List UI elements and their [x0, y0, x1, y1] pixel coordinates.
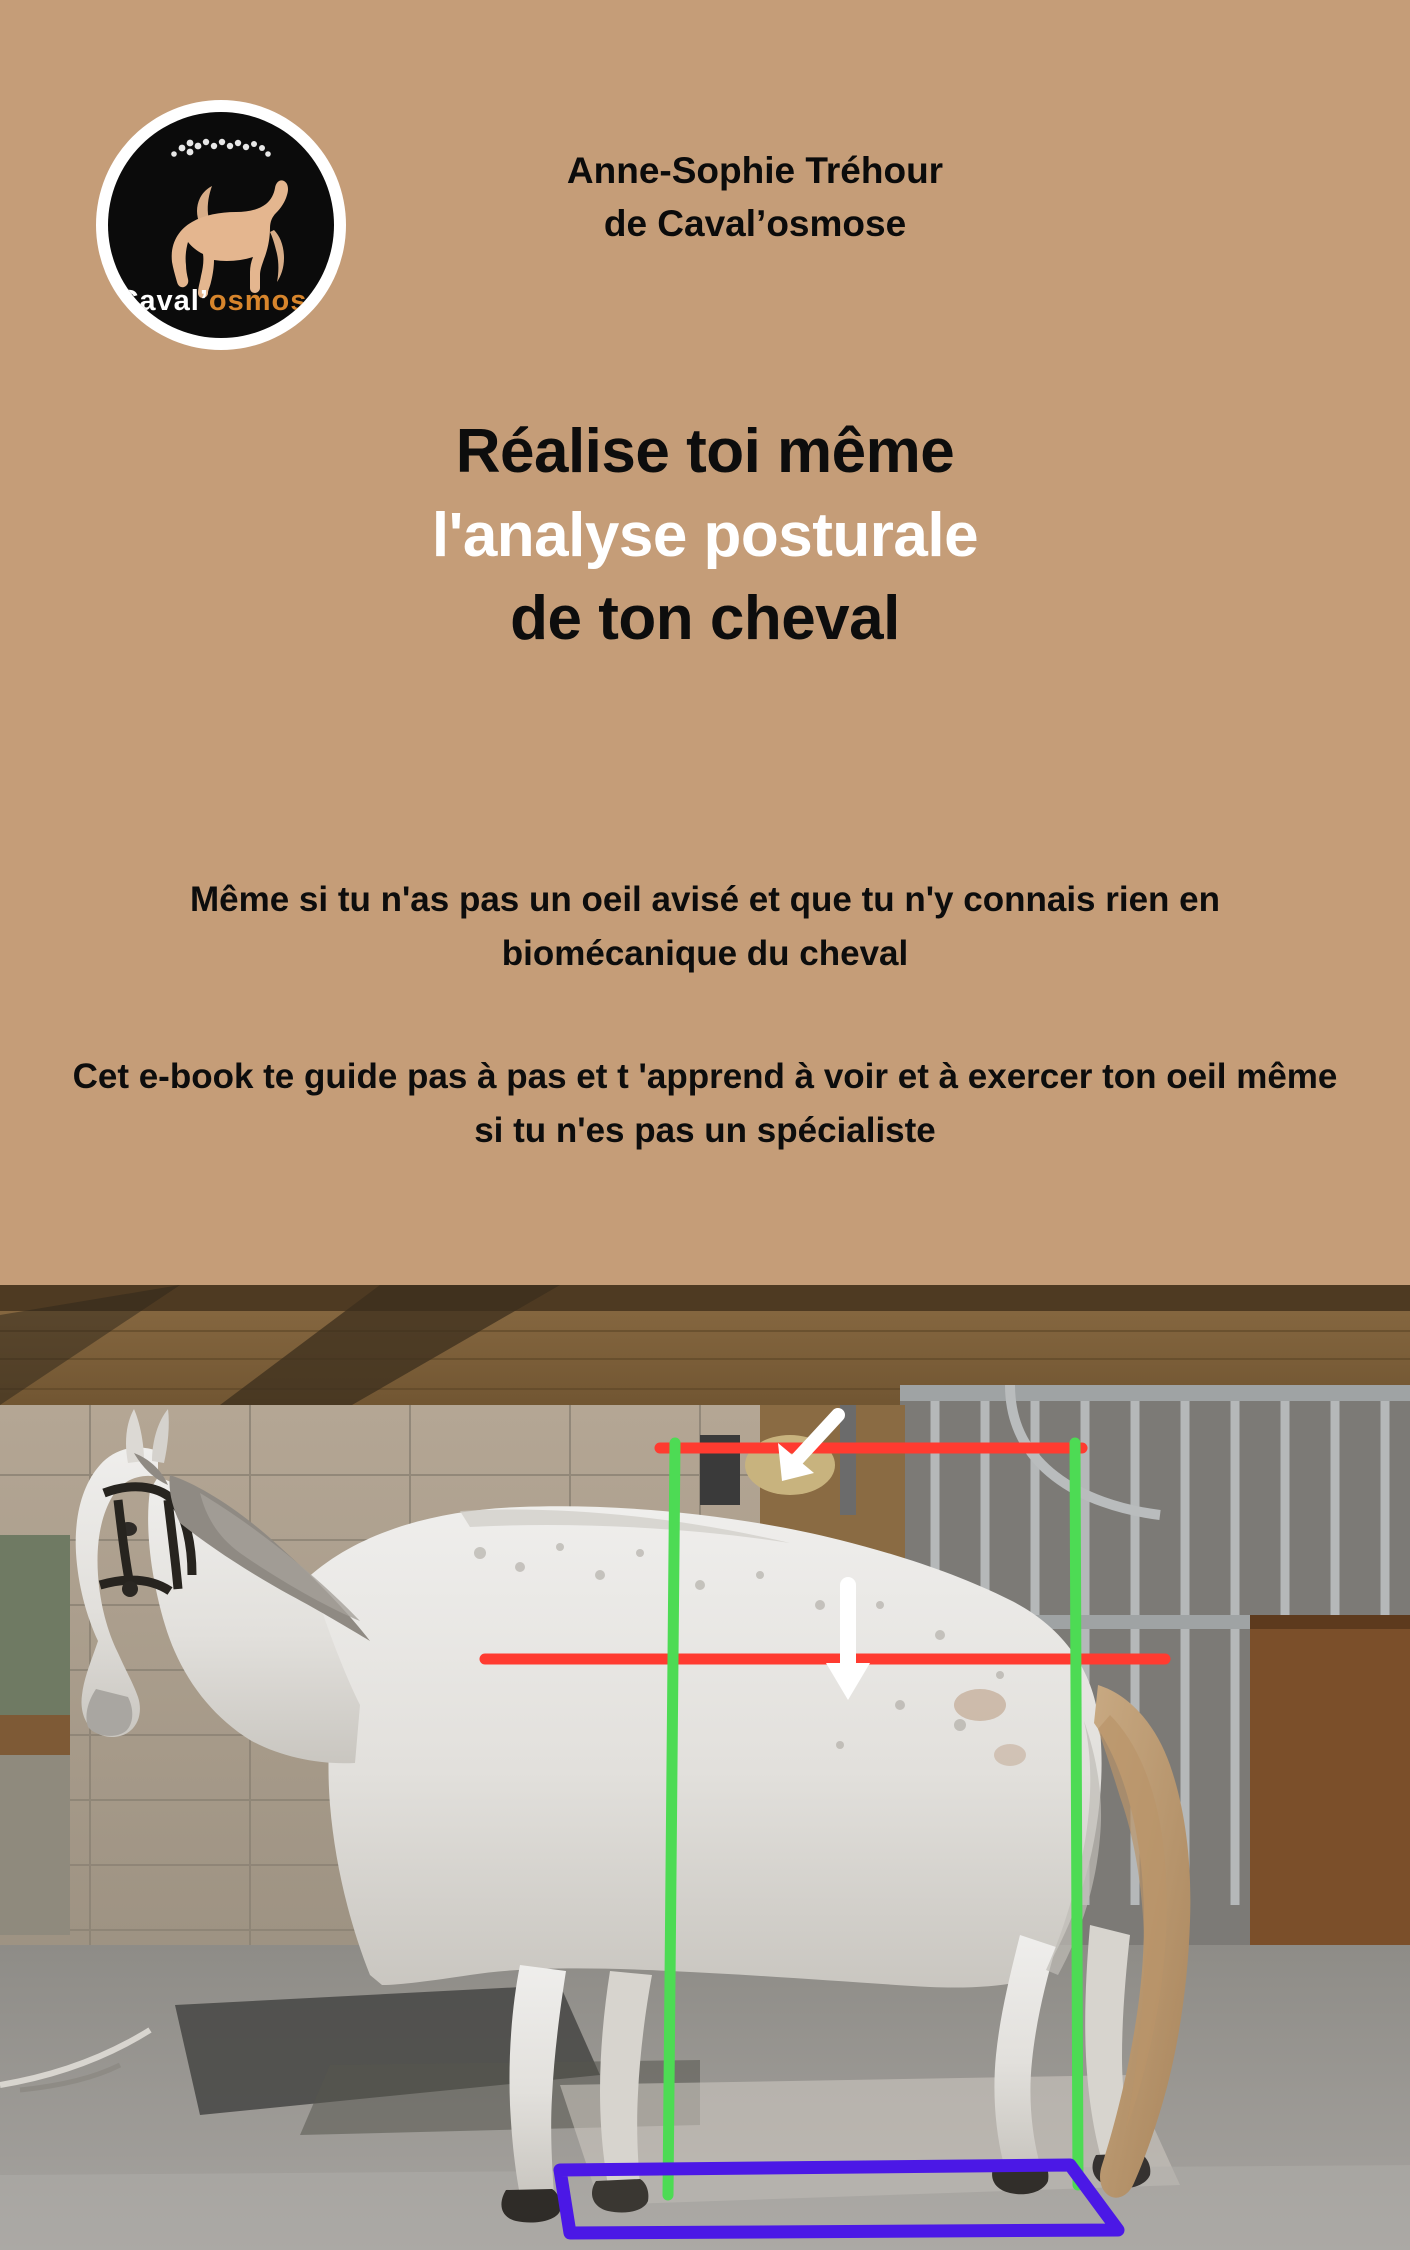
cover-photo	[0, 1285, 1410, 2250]
brand-logo	[96, 100, 346, 350]
horse-photo-illustration	[0, 1285, 1410, 2250]
title-line-1: Réalise toi même	[455, 417, 955, 486]
title-line-3: de ton cheval	[510, 584, 900, 654]
page-title	[70, 410, 1340, 661]
logo-wordmark	[108, 285, 334, 318]
intro-paragraph: Même si tu n'as pas un oeil avisé et que tu n'y connais rien en biomécanique du cheval	[190, 880, 1220, 974]
author-brand: de Caval’osmose	[603, 202, 907, 244]
logo-disc	[108, 112, 334, 338]
author-block	[355, 145, 1155, 250]
author-name: Anne-Sophie Tréhour	[566, 150, 944, 191]
title-line-2: l'analyse posturale	[431, 500, 979, 570]
logo-word-accent: osmose	[208, 285, 325, 317]
description-paragraph: Cet e-book te guide pas à pas et t 'apprend à voir et à exercer ton oeil même si tu n'es pas un spécialiste	[72, 1057, 1338, 1151]
logo-word-main: Caval’	[117, 285, 209, 317]
